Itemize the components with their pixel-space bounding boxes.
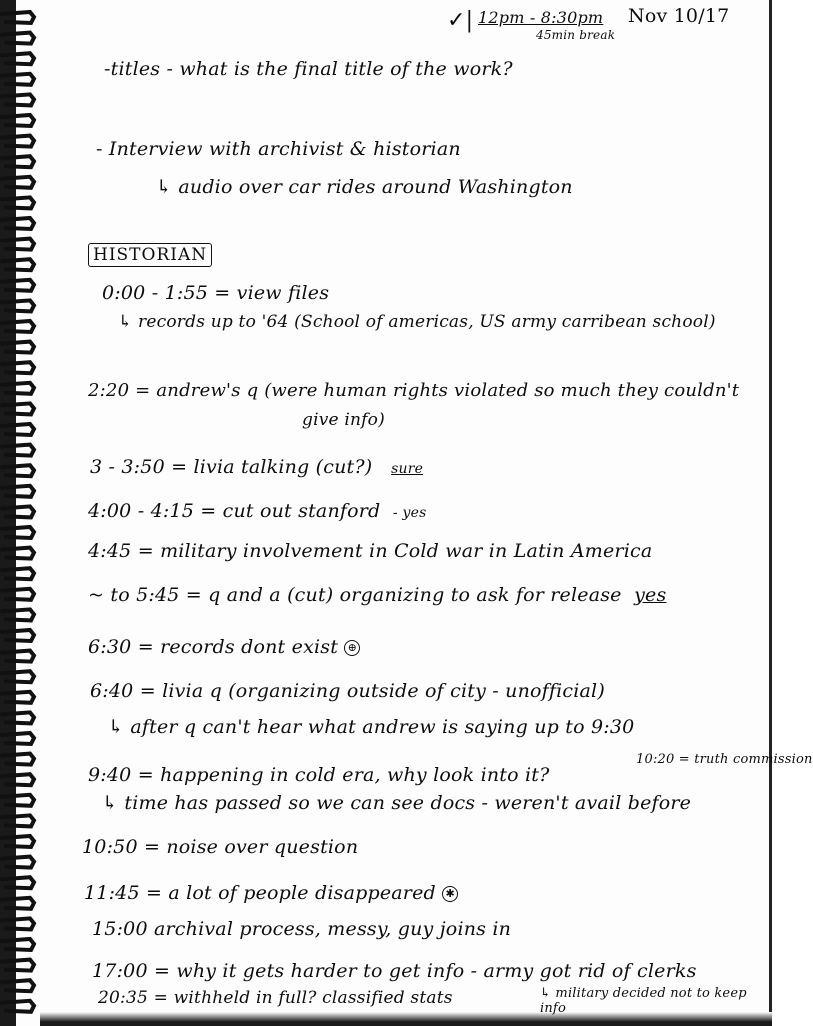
entry-0640-note: ↳ after q can't hear what andrew is saying up to 9:30 [108,716,635,738]
page-edge [769,0,772,1026]
entry-2035: 20:35 = withheld in full? classified stats [98,988,453,1008]
entry-0000: 0:00 - 1:55 = view files [102,282,330,304]
entry-0220: 2:20 = andrew's q (were human rights violated so much they couldn't [88,380,740,401]
entry-1020-note: 10:20 = truth commission [636,752,813,767]
entry-2035-note: ↳ military decided not to keep info [540,986,747,1016]
entry-0940: 9:40 = happening in cold era, why look into it? [88,764,550,786]
entry-0640: 6:40 = livia q (organizing outside of city - unofficial) [90,680,605,702]
entry-0940-note: ↳ time has passed so we can see docs - weren't avail before [102,792,692,814]
entry-0000-note: ↳ records up to '64 (School of americas, US army carribean school) [118,312,716,332]
entry-0545-text: ~ to 5:45 = q and a (cut) organizing to ask for release [88,584,622,606]
entry-0300-note: sure [391,461,424,477]
circled-plus-icon: ⊕ [344,640,360,656]
circled-asterisk-icon: ✱ [442,886,458,902]
entry-1145 [84,882,458,904]
spiral-binding [0,0,42,1026]
entry-0400 [88,500,426,522]
entry-1700: 17:00 = why it gets harder to get info - army got rid of clerks [92,960,697,982]
entry-0445: 4:45 = military involvement in Cold war in Latin America [88,540,653,562]
entry-0300 [90,456,423,478]
entry-0400-note: - yes [392,505,427,521]
entry-0630 [88,636,360,658]
entry-0400-text: 4:00 - 4:15 = cut out stanford [88,500,381,522]
header-break: 45min break [536,28,616,42]
historian-heading [88,245,212,265]
entry-0545 [88,584,666,606]
titles-line: -titles - what is the final title of the work? [104,58,513,80]
entry-0300-text: 3 - 3:50 = livia talking (cut?) [90,456,373,478]
header-date: Nov 10/17 [628,5,730,27]
entry-0630-text: 6:30 = records dont exist [88,636,339,658]
entry-1050: 10:50 = noise over question [82,836,359,858]
entry-1145-text: 11:45 = a lot of people disappeared [84,882,436,904]
entry-0545-note: yes [634,584,667,606]
entry-0220-cont: give info) [302,410,385,430]
interview-line: - Interview with archivist & historian [96,138,461,160]
entry-1500: 15:00 archival process, messy, guy joins in [92,918,512,940]
historian-label: HISTORIAN [88,243,212,267]
audio-line: ↳ audio over car rides around Washington [156,176,573,198]
check-mark: ✓| [447,8,474,33]
header-time: 12pm - 8:30pm [478,8,604,27]
